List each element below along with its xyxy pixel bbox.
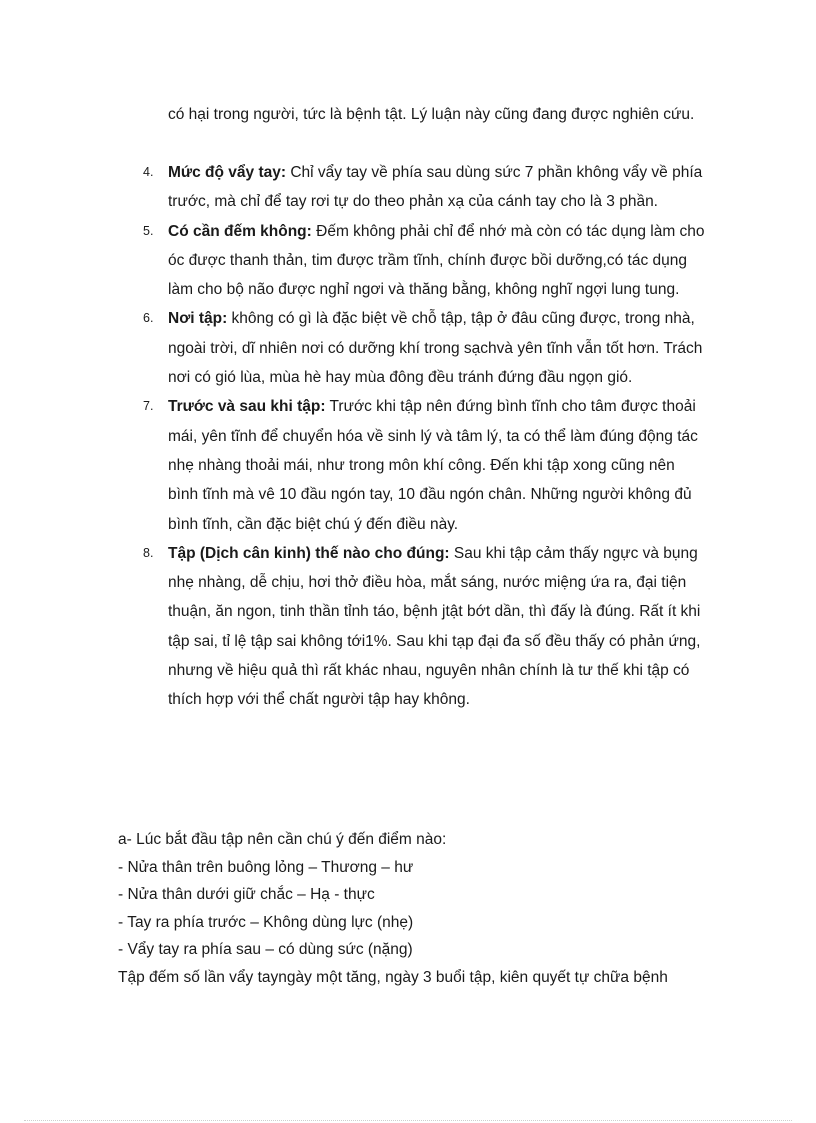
list-item-number: 7. [143, 399, 154, 414]
list-item-heading: Trước và sau khi tập: [168, 398, 326, 416]
notes-line: - Vẩy tay ra phía sau – có dùng sức (nặng) [118, 941, 413, 958]
list-item-number: 8. [143, 545, 154, 560]
list-item [0, 158, 708, 217]
notes-section [118, 826, 718, 991]
list-item-body: Chỉ vẩy tay về phía sau dùng sức 7 phần không vẩy về phía trước, mà chỉ để tay rơi tự do theo phản xạ của cánh tay cho là 3 phần. [168, 164, 703, 211]
list-item [0, 304, 708, 392]
list-item-body: Trước khi tập nên đứng bình tĩnh cho tâm được thoải mái, yên tĩnh để chuyển hóa về sinh lý và tâm lý, ta có thể làm đúng động tác nhẹ nhàng thoải mái, như trong môn khí công. Đến khi tập xong cũng nên bình tĩnh mà vê 10 đầu ngón tay, 10 đầu ngón chân. Những người không đủ bình tĩnh, cần đặc biệt chú ý đến điều này. [168, 398, 698, 533]
list-item [0, 392, 708, 538]
list-item-body: Sau khi tập cảm thấy ngực và bụng nhẹ nhàng, dễ chịu, hơi thở điều hòa, mắt sáng, nước miệng ứa ra, đại tiện thuận, ăn ngon, tinh thần tỉnh táo, bệnh jtật bớt dần, thì đấy là đúng. Rất ít khi tập sai, tỉ lệ tập sai không tới1%. Sau khi tạp đại đa số đều thấy có phản ứng, nhưng về hiệu quả thì rất khác nhau, nguyên nhân chính là tư thế khi tập có thích hợp với thể chất người tập hay không. [168, 544, 701, 709]
notes-line: - Nửa thân trên buông lỏng – Thương – hư [118, 858, 414, 876]
page-bottom-divider [24, 1120, 792, 1121]
notes-line: - Nửa thân dưới giữ chắc – Hạ - thực [118, 886, 375, 903]
numbered-list [0, 158, 816, 715]
notes-line: - Tay ra phía trước – Không dùng lực (nhẹ) [118, 913, 414, 931]
list-item [0, 539, 708, 715]
continuation-paragraph: có hại trong người, tức là bệnh tật. Lý luận này cũng đang được nghiên cứu. [168, 106, 695, 123]
list-item-body: không có gì là đặc biệt về chỗ tập, tập ở đâu cũng được, trong nhà, ngoài trời, dĩ nhiên nơi có dưỡng khí trong sạchvà yên tĩnh vẫn tốt hơn. Trách nơi có gió lùa, mùa hè hay mùa đông đều tránh đứng đầu ngọn gió. [168, 310, 703, 387]
notes-heading: a- Lúc bắt đầu tập nên cần chú ý đến điểm nào: [118, 831, 447, 848]
list-item-number: 6. [143, 311, 154, 326]
list-item-heading: Tập (Dịch cân kinh) thế nào cho đúng: [168, 544, 450, 562]
list-item-heading: Nơi tập: [168, 310, 228, 328]
notes-line: Tập đếm số lần vẩy tayngày một tăng, ngày 3 buổi tập, kiên quyết tự chữa bệnh [118, 968, 668, 986]
list-item-number: 5. [143, 223, 154, 238]
list-item-number: 4. [143, 165, 154, 179]
list-item-body: Đếm không phải chỉ để nhớ mà còn có tác dụng làm cho óc được thanh thản, tim được trầm tĩnh, chính được bồi dưỡng,có tác dụng làm cho bộ não được nghỉ ngơi và thăng bằng, không nghĩ ngợi lung tung. [168, 222, 705, 299]
list-item-heading: Mức độ vẩy tay: [168, 164, 287, 181]
list-item-heading: Có cần đếm không: [168, 222, 312, 240]
list-item [0, 217, 708, 305]
